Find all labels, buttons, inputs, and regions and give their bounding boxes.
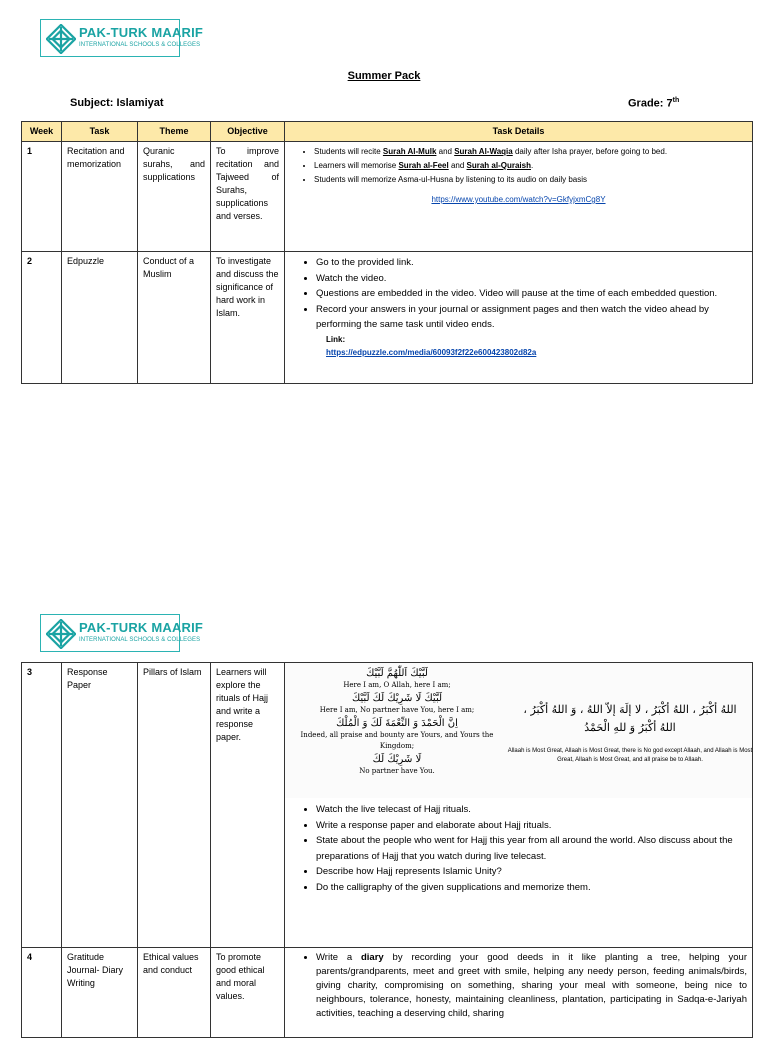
list-item: • Students will recite Surah Al-Mulk and Surah Al-Waqia daily after Isha prayer, before going to bed.	[314, 145, 747, 158]
list-item: • Watch the live telecast of Hajj rituals.	[316, 802, 747, 818]
details-cell	[285, 142, 753, 252]
list-item: • Learners will memorise Surah al-Feel and Surah al-Quraish.	[314, 159, 747, 172]
details-list	[290, 145, 747, 186]
header-week: Week	[22, 122, 62, 142]
details-list	[290, 255, 747, 333]
week-cell: 4	[22, 948, 62, 1038]
logo-brand-text: PAK-TURK MAARIF	[79, 620, 204, 635]
task-cell: Response Paper	[62, 663, 138, 948]
details-cell	[285, 663, 753, 948]
task-cell: Recitation and memorization	[62, 142, 138, 252]
list-item: • Describe how Hajj represents Islamic Unity?	[316, 864, 747, 880]
details-cell	[285, 252, 753, 384]
logo-tagline: INTERNATIONAL SCHOOLS & COLLEGES	[79, 42, 201, 48]
takbir-text: اللهُ أكْبَرُ ، اللهُ أكْبَرُ ، لا إلَهَ إلاّ اللهُ ، وَ اللهُ أكْبَرُ ، اللهُ أكْبَرُ وَ للهِ الْحَمْدُ Allaah is Most Great, Allaah is Most Great, there is No god except Allaah, and Allaah is Most Great, Allaah is Most Great, and all praise be to Allaah.	[507, 703, 753, 763]
list-item: • Watch the video.	[316, 271, 747, 287]
objective-cell: To improve recitation and Tajweed of Surahs, supplications and verses.	[211, 142, 285, 252]
header-task: Task	[62, 122, 138, 142]
week-cell: 1	[22, 142, 62, 252]
list-item: • Questions are embedded in the video. Video will pause at the time of each embedded question.	[316, 286, 747, 302]
table-row	[22, 948, 753, 1038]
youtube-link[interactable]: https://www.youtube.com/watch?v=GkfyjxmCg8Y	[431, 195, 606, 204]
task-table-page2	[21, 662, 753, 1038]
header-theme: Theme	[138, 122, 211, 142]
list-item: • Students will memorize Asma-ul-Husna by listening to its audio on daily basis	[314, 173, 747, 186]
logo-brand-text: PAK-TURK MAARIF	[79, 25, 204, 40]
list-item: • State about the people who went for Hajj this year from all around the world. Also discuss about the preparations of Hajj that you watch during live telecast.	[316, 833, 747, 864]
school-logo	[40, 19, 204, 57]
details-list	[290, 802, 747, 895]
list-item: • Write a diary by recording your good deeds in it like planting a tree, helping your parents/grandparents, meet and greet with smile, helping any needy person, feeding animals/birds, giving charity, compromising on something, sharing your meal with someone, being nice to neighbours, tolerance, honesty, maintaining cleanliness, plantation, participating in Sadqa-e-Jariyah activities, teaching a deserving child, sharing	[316, 951, 747, 1021]
week-cell: 3	[22, 663, 62, 948]
details-cell	[285, 948, 753, 1038]
theme-cell: Ethical values and conduct	[138, 948, 211, 1038]
list-item: • Record your answers in your journal or assignment pages and then watch the video ahead by performing the same task until video ends.	[316, 302, 747, 333]
list-item: • Go to the provided link.	[316, 255, 747, 271]
objective-cell: Learners will explore the rituals of Hajj and write a response paper.	[211, 663, 285, 948]
theme-cell: Pillars of Islam	[138, 663, 211, 948]
details-list	[290, 951, 747, 1021]
subject-label: Subject: Islamiyat	[70, 97, 164, 109]
objective-cell: To investigate and discuss the significance of hard work in Islam.	[211, 252, 285, 384]
table-row	[22, 663, 753, 948]
objective-cell: To promote good ethical and moral values.	[211, 948, 285, 1038]
page-title: Summer Pack	[347, 70, 421, 82]
list-item: • Write a response paper and elaborate about Hajj rituals.	[316, 818, 747, 834]
logo-emblem-icon	[46, 24, 76, 54]
school-logo	[40, 614, 204, 652]
logo-emblem-icon	[46, 619, 76, 649]
table-row	[22, 252, 753, 384]
header-objective: Objective	[211, 122, 285, 142]
header-task-details: Task Details	[285, 122, 753, 142]
theme-cell: Conduct of a Muslim	[138, 252, 211, 384]
grade-label: Grade: 7th	[628, 97, 680, 110]
list-item: • Do the calligraphy of the given supplications and memorize them.	[316, 880, 747, 896]
edpuzzle-link[interactable]: https://edpuzzle.com/media/60093f2f22e600423802d82a	[326, 347, 537, 357]
hajj-supplications-image	[285, 663, 752, 798]
task-cell: Gratitude Journal- Diary Writing	[62, 948, 138, 1038]
talbiyah-text: لَبَّيْكَ اَللّٰهُمَّ لَبَّيْكَ Here I am, O Allah, here I am; لَبَّيْكَ لَا شَرِيْكَ لَكَ لَبَّيْكَ Here I am, No partner have You, here I am; اِنَّ الْحَمْدَ وَ النِّعْمَةَ لَكَ وَ الْمُلْكَ Indeed, all praise and bounty are Yours, and Yours the Kingdom; لَا شَرِيْكَ لَكَ No partner have You.	[300, 668, 494, 775]
theme-cell: Quranic surahs, and supplications	[138, 142, 211, 252]
table-header-row	[22, 122, 753, 142]
table-row	[22, 142, 753, 252]
logo-tagline: INTERNATIONAL SCHOOLS & COLLEGES	[79, 637, 201, 643]
link-label: Link:	[326, 334, 346, 344]
task-table-page1	[21, 121, 753, 384]
week-cell: 2	[22, 252, 62, 384]
task-cell: Edpuzzle	[62, 252, 138, 384]
